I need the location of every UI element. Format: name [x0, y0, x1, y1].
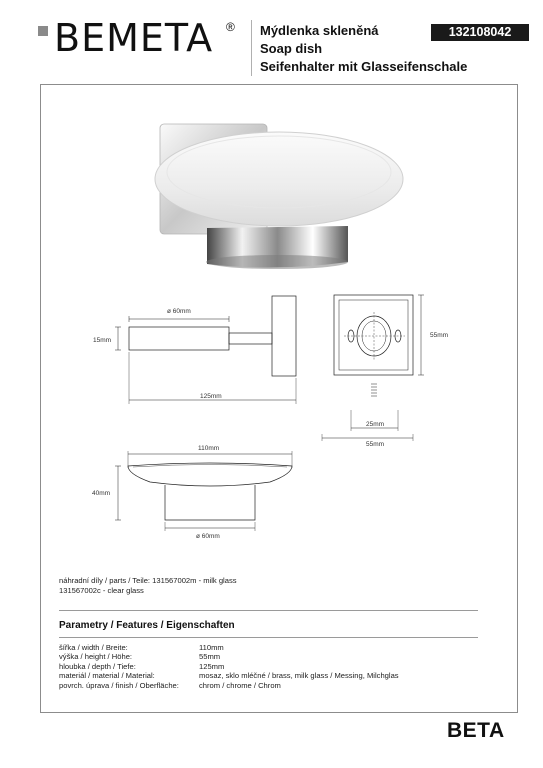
divider — [59, 610, 478, 611]
dim-front-size: 55mm — [430, 332, 449, 339]
front-view — [322, 295, 424, 441]
title-english: Soap dish — [260, 41, 323, 56]
dim-front-hole-spacing: 25mm — [366, 421, 385, 428]
parameter-label: šířka / width / Breite: — [59, 643, 128, 652]
parameter-value: 125mm — [199, 661, 225, 671]
logo-text: BEMETA — [54, 16, 214, 60]
spare-parts-line-2: 131567002c - clear glass — [59, 586, 144, 595]
parameter-value: 55mm — [199, 652, 221, 662]
dim-dish-diameter: ø 60mm — [196, 533, 220, 540]
product-code-badge: 132108042 — [431, 24, 529, 41]
dim-front-width: 55mm — [366, 441, 385, 448]
glass-dish — [155, 132, 403, 226]
spare-parts — [59, 576, 237, 596]
spare-parts-line-1: náhradní díly / parts / Teile: 131567002m - milk glass — [59, 576, 237, 585]
side-view — [115, 296, 296, 404]
dish-view — [115, 451, 292, 531]
parameters-title: Parametry / Features / Eigenschaften — [59, 620, 235, 631]
series-name: BETA — [447, 719, 505, 742]
title-german: Seifenhalter mit Glasseifenschale — [260, 59, 468, 74]
divider — [59, 637, 478, 638]
dim-dish-width: 110mm — [198, 445, 220, 452]
dim-side-height: 15mm — [93, 337, 112, 344]
dim-side-diameter: ø 60mm — [167, 308, 191, 315]
parameter-label: povrch. úprava / finish / Oberfläche: — [59, 680, 179, 690]
registered-mark: ® — [226, 20, 235, 34]
dim-side-length: 125mm — [200, 393, 222, 400]
parameter-label: hloubka / depth / Tiefe: — [59, 661, 136, 671]
parameter-value: mosaz, sklo mléčné / brass, milk glass / Messing, Milchglas — [199, 671, 399, 681]
dim-dish-height: 40mm — [92, 490, 111, 497]
parameter-label: materiál / material / Material: — [59, 671, 155, 681]
parameter-label: výška / height / Höhe: — [59, 652, 133, 662]
product-photo — [155, 124, 403, 269]
title-czech: Mýdlenka skleněná — [260, 23, 379, 38]
parameter-value: 110mm — [199, 643, 224, 652]
parameter-value: chrom / chrome / Chrom — [199, 680, 281, 690]
